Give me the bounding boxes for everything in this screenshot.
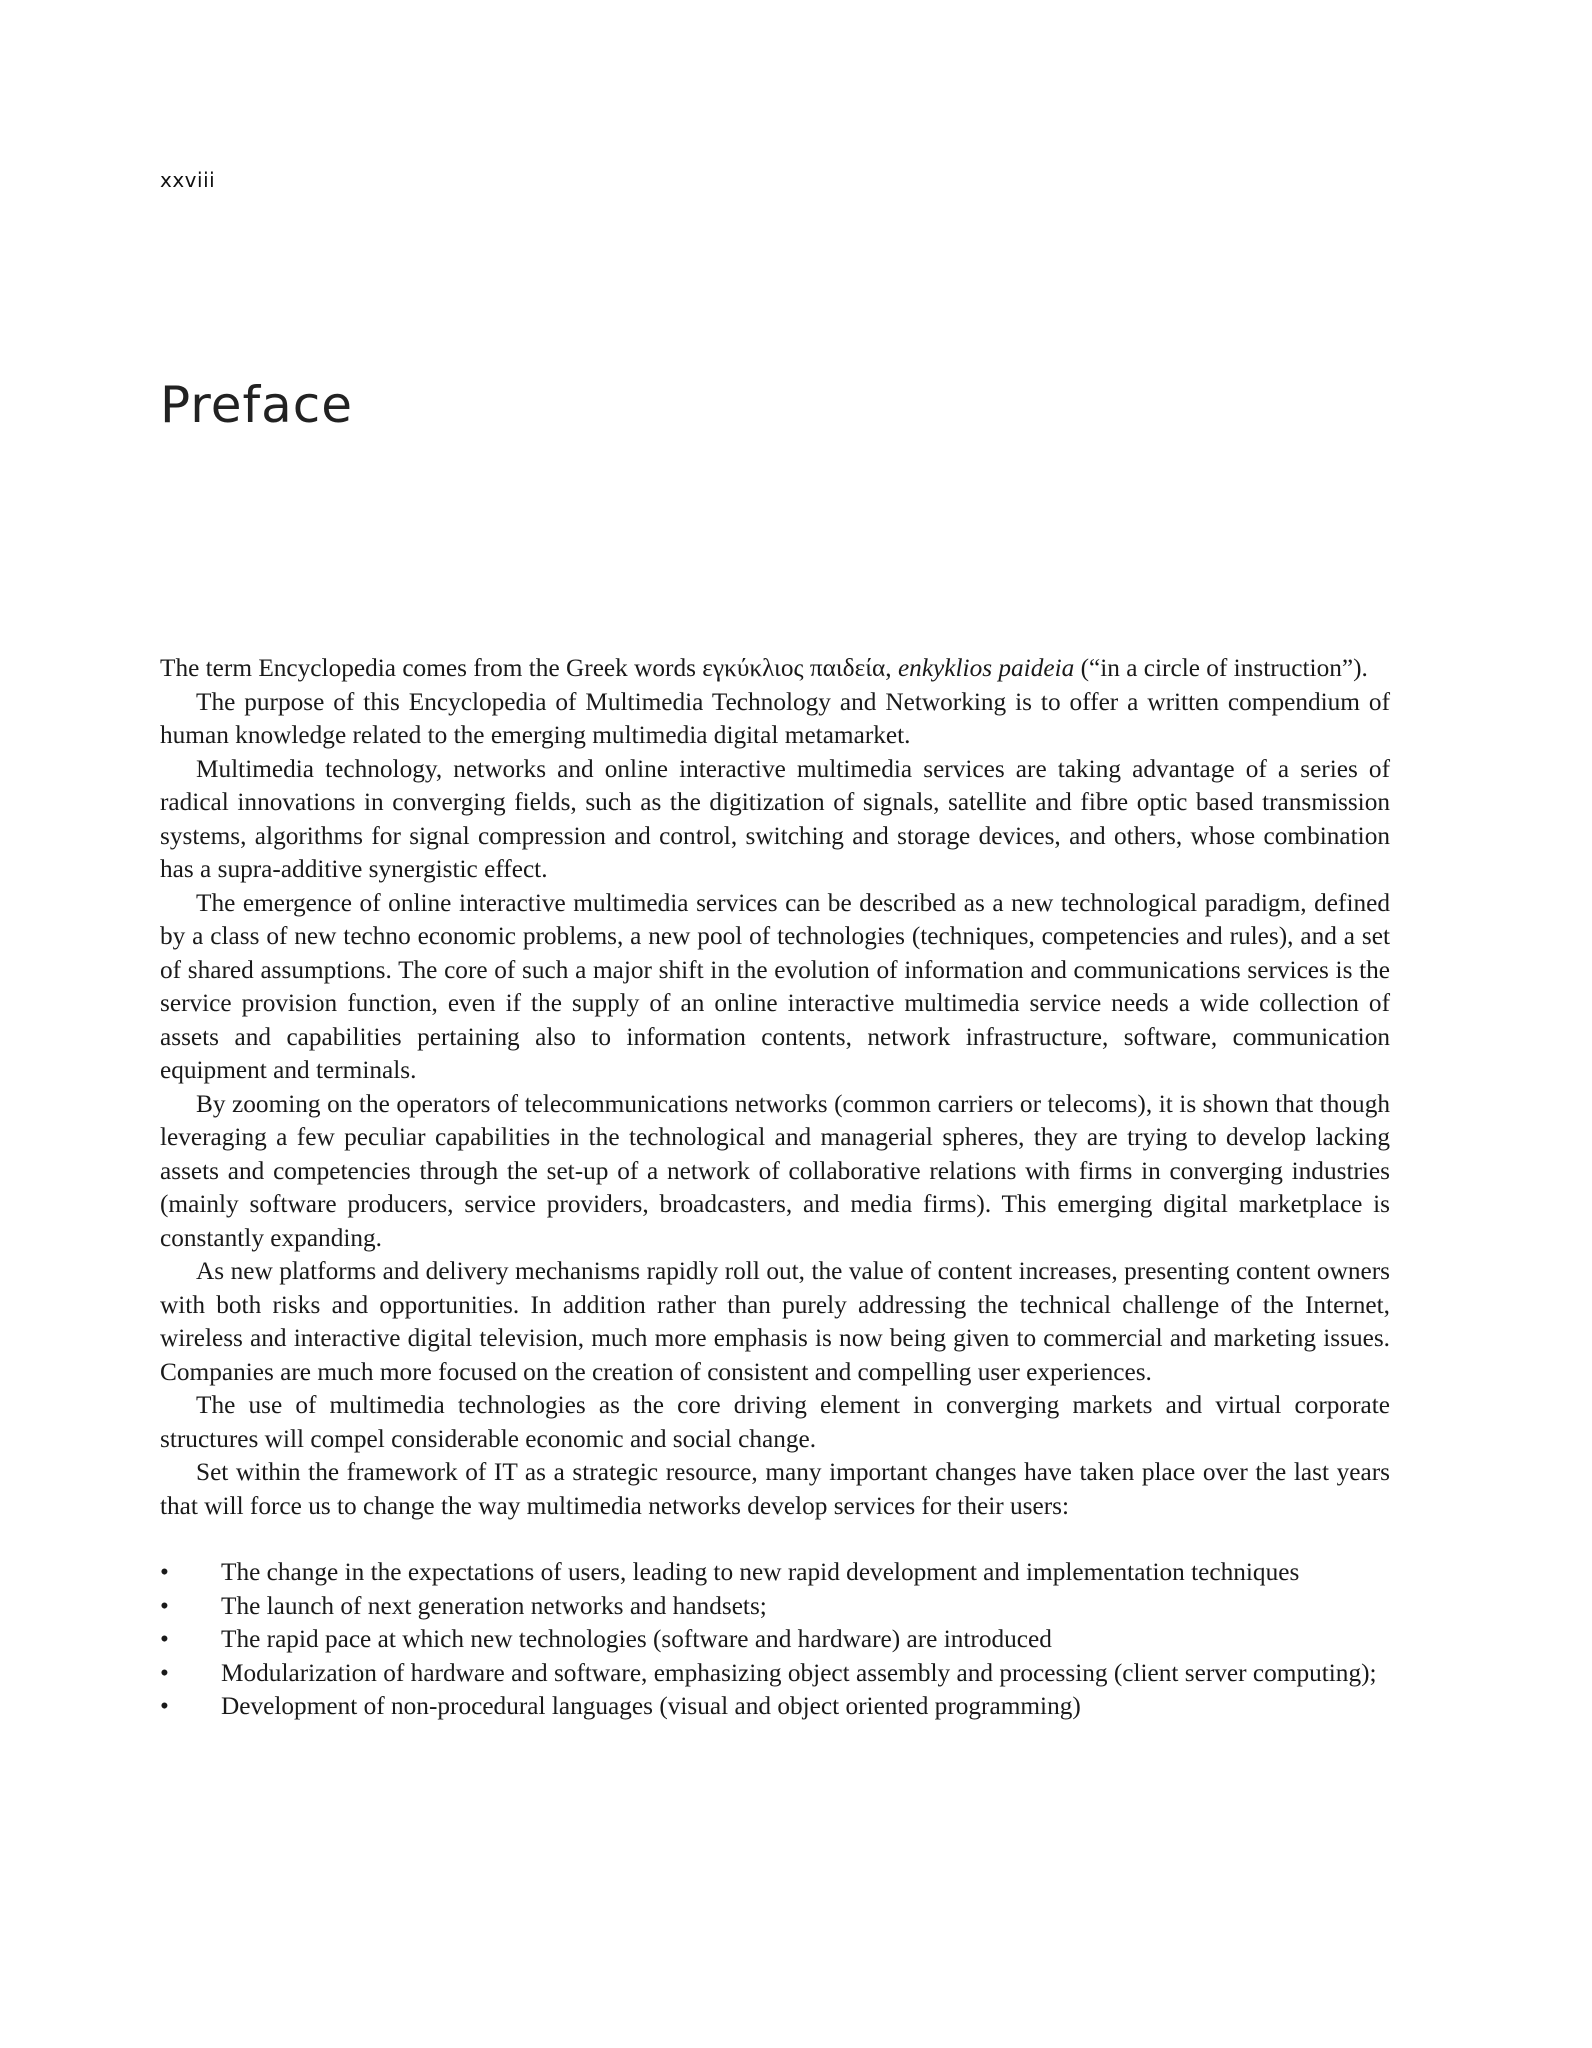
bullet-item — [160, 1590, 1390, 1624]
intro-paragraph — [160, 652, 1390, 686]
paragraph: As new platforms and delivery mechanisms rapidly roll out, the value of content increases, presenting content owners with both risks and opportunities. In addition rather than purely addressing the technical challenge of the Internet, wireless and interactive digital television, much more emphasis is now being given to commercial and marketing issues. Companies are much more focused on the creation of consistent and compelling user experiences. — [160, 1257, 1390, 1386]
intro-gloss: (“in a circle of instruction”). — [1074, 654, 1368, 682]
bullet-icon: • — [160, 1625, 169, 1653]
transliteration: enkyklios paideia — [897, 654, 1075, 682]
paragraph: Multimedia technology, networks and online interactive multimedia services are taking advantage of a series of radical innovations in converging fields, such as the digitization of signals, satellite and fibre optic based transmission systems, algorithms for signal compression and control, switching and storage devices, and others, whose combination has a supra-additive synergistic effect. — [160, 754, 1390, 883]
bullet-text: Development of non-procedural languages (visual and object oriented programming) — [221, 1692, 1081, 1720]
bullet-list — [160, 1556, 1390, 1724]
paragraph: The emergence of online interactive multimedia services can be described as a new technological paradigm, defined by a class of new techno economic problems, a new pool of technologies (techniques, competencies and rules), and a set of shared assumptions. The core of such a major shift in the evolution of information and communications services is the service provision function, even if the supply of an online interactive multimedia service needs a wide collection of assets and capabilities pertaining also to information contents, network infrastructure, software, communication equipment and terminals. — [160, 888, 1390, 1084]
paragraph: The use of multimedia technologies as the core driving element in converging markets and virtual corporate structures will compel considerable economic and social change. — [160, 1391, 1390, 1453]
paragraph: By zooming on the operators of telecommunications networks (common carriers or telecoms), it is shown that though leveraging a few peculiar capabilities in the technological and managerial spheres, they are trying to develop lacking assets and competencies through the set-up of a network of collaborative relations with firms in converging industries (mainly software producers, service providers, broadcasters, and media firms). This emerging digital marketplace is constantly expanding. — [160, 1089, 1390, 1252]
paragraph: The purpose of this Encyclopedia of Multimedia Technology and Networking is to offer a written compendium of human knowledge related to the emerging multimedia digital metamarket. — [160, 687, 1390, 749]
greek-words: εγκύκλιος παιδεία — [702, 654, 886, 682]
bullet-text: The rapid pace at which new technologies (software and hardware) are introduced — [221, 1625, 1052, 1653]
bullet-item — [160, 1657, 1390, 1691]
bullet-icon: • — [160, 1658, 169, 1687]
bullet-icon: • — [160, 1558, 169, 1586]
bullet-item — [160, 1690, 1390, 1724]
bullet-icon: • — [160, 1591, 169, 1620]
paragraph: Set within the framework of IT as a strategic resource, many important changes have taken place over the last years that will force us to change the way multimedia networks develop services for their users: — [160, 1458, 1390, 1520]
bullet-text: Modularization of hardware and software, emphasizing object assembly and processing (client server computing); — [221, 1658, 1377, 1687]
intro-text: The term Encyclopedia comes from the Greek words — [160, 654, 703, 682]
bullet-item — [160, 1556, 1390, 1590]
page-number: xxviii — [160, 168, 216, 192]
bullet-text: The launch of next generation networks and handsets; — [221, 1591, 767, 1620]
preface-body — [160, 652, 1390, 1724]
bullet-item — [160, 1623, 1390, 1657]
page-title: Preface — [160, 376, 353, 434]
bullet-icon: • — [160, 1692, 169, 1720]
bullet-text: The change in the expectations of users, leading to new rapid development and implementation techniques — [221, 1558, 1300, 1586]
intro-comma: , — [885, 654, 898, 682]
